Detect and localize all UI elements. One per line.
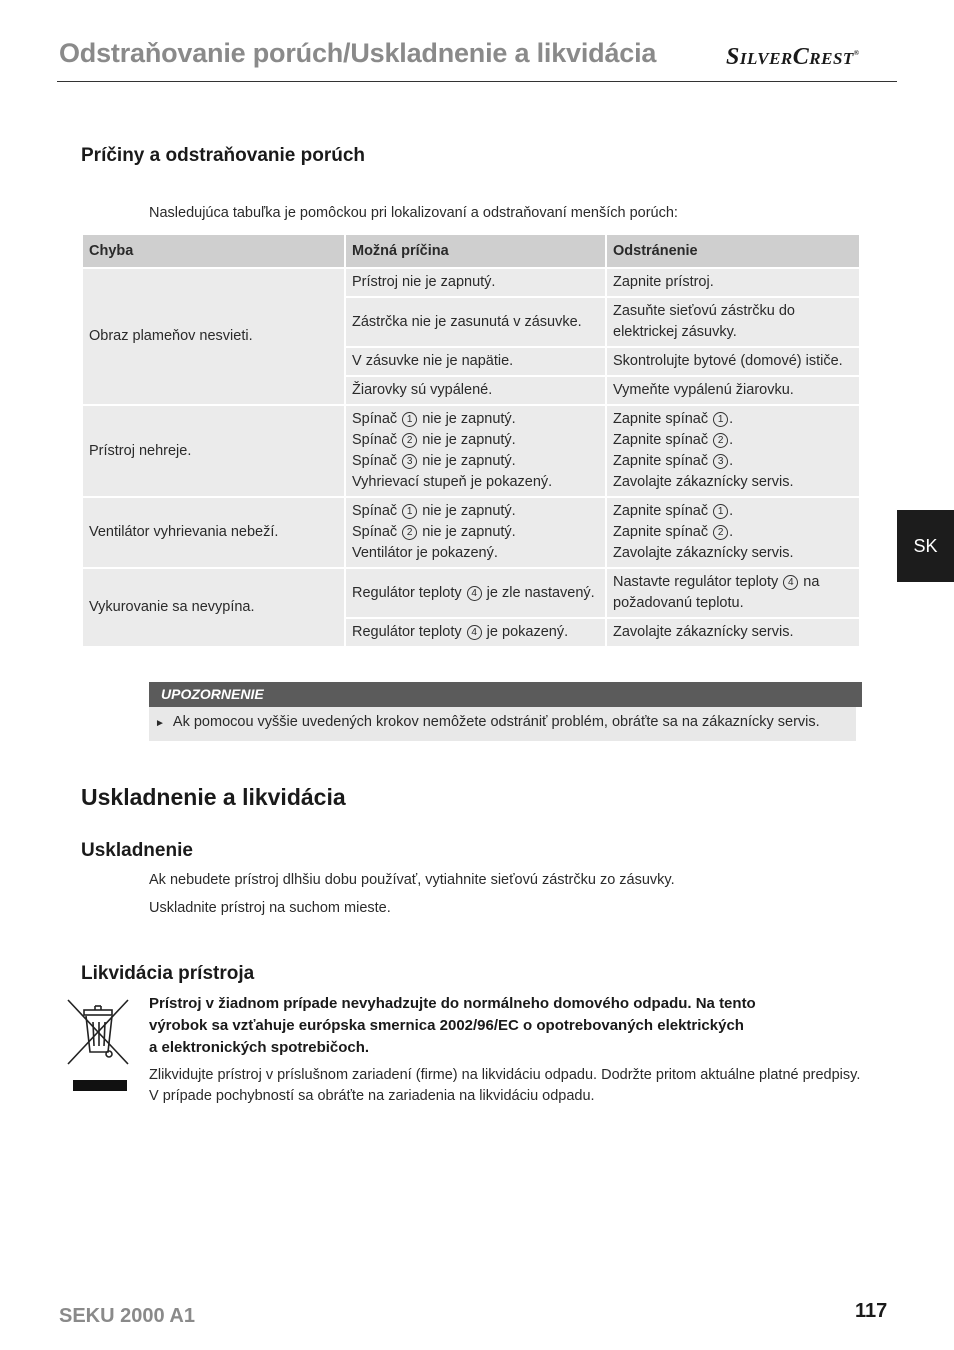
cause-cell-line: Vyhrievací stupeň je pokazený.: [352, 474, 553, 490]
cause-cell-line: Spínač 3 nie je zapnutý.: [352, 453, 516, 469]
table-header-row: [82, 234, 860, 268]
page-number: 117: [855, 1300, 888, 1322]
circled-number-icon: 2: [402, 525, 417, 540]
troubleshooting-heading: Príčiny a odstraňovanie porúch: [81, 145, 366, 166]
column-header-remedy: Odstránenie: [606, 234, 860, 268]
remedy-cell: [606, 347, 860, 376]
cause-cell-line: Regulátor teploty 4 je pokazený.: [352, 624, 569, 640]
remedy-cell-line: Zapnite spínač 1 .: [613, 411, 734, 427]
brand-logo: SILVERCREST®: [726, 44, 860, 70]
remedy-cell-line: Nastavte regulátor teploty 4 na: [613, 574, 820, 590]
crossed-out-wheelie-bin-icon: [64, 996, 134, 1094]
remedy-cell-line: Zavolajte zákaznícky servis.: [613, 624, 794, 640]
remedy-cell: [606, 618, 860, 647]
remedy-cell-line: Zavolajte zákaznícky servis.: [613, 474, 794, 490]
circled-number-icon: 3: [402, 454, 417, 469]
warning-box: [149, 707, 856, 741]
cause-cell: [345, 297, 606, 347]
bullet-arrow-icon: ►: [155, 718, 165, 729]
remedy-cell-line: elektrickej zásuvky.: [613, 324, 737, 340]
cause-cell: [345, 347, 606, 376]
table-row: [82, 497, 860, 568]
troubleshooting-table: [81, 233, 861, 648]
cause-cell-line: Žiarovky sú vypálené.: [352, 382, 493, 398]
cause-cell-line: Zástrčka nie je zasunutá v zásuvke.: [352, 313, 582, 330]
disposal-instructions: [149, 1065, 874, 1107]
column-header-cause: Možná príčina: [345, 234, 606, 268]
circled-number-icon: 4: [467, 586, 482, 601]
remedy-cell: [606, 497, 860, 568]
disposal-bold-line-2: výrobok sa vzťahuje európska smernica 2002/96/EC o opotrebovaných elektrických: [149, 1017, 744, 1034]
troubleshooting-intro: Nasledujúca tabuľka je pomôckou pri lokalizovaní a odstraňovaní menších porúch:: [149, 205, 678, 221]
disposal-line-1: Zlikvidujte prístroj v príslušnom zariadení (firme) na likvidáciu odpadu. Dodržte pritom aktuálne platné predpisy.: [149, 1067, 861, 1083]
table-row: [82, 268, 860, 297]
circled-number-icon: 2: [402, 433, 417, 448]
cause-cell-line: Spínač 2 nie je zapnutý.: [352, 432, 516, 448]
cause-cell-line: Spínač 1 nie je zapnutý.: [352, 503, 516, 519]
remedy-cell-line: Zapnite spínač 2 .: [613, 524, 734, 540]
cause-cell: [345, 268, 606, 297]
cause-cell: [345, 497, 606, 568]
storage-heading: Uskladnenie: [81, 840, 193, 861]
table-row: [82, 568, 860, 618]
cause-cell-line: Spínač 2 nie je zapnutý.: [352, 524, 516, 540]
remedy-cell: [606, 268, 860, 297]
fault-cell: Ventilátor vyhrievania nebeží.: [82, 497, 345, 568]
remedy-cell: [606, 376, 860, 405]
remedy-cell-line: Vymeňte vypálenú žiarovku.: [613, 382, 794, 398]
cause-cell: [345, 618, 606, 647]
remedy-cell-line: Zapnite prístroj.: [613, 274, 714, 290]
remedy-cell-line: Zapnite spínač 1 .: [613, 503, 734, 519]
cause-cell-line: Regulátor teploty 4 je zle nastavený.: [352, 584, 595, 601]
cause-cell-line: V zásuvke nie je napätie.: [352, 353, 514, 369]
cause-cell-line: Prístroj nie je zapnutý.: [352, 274, 496, 290]
circled-number-icon: 4: [783, 575, 798, 590]
header-divider: [57, 81, 897, 82]
fault-cell: Obraz plameňov nesvieti.: [82, 268, 345, 405]
circled-number-icon: 1: [713, 412, 728, 427]
remedy-cell-line: Zasuňte sieťovú zástrčku do: [613, 303, 795, 319]
circled-number-icon: 4: [467, 625, 482, 640]
storage-line-1: Ak nebudete prístroj dlhšiu dobu používať, vytiahnite sieťovú zástrčku zo zásuvky.: [149, 872, 675, 888]
disposal-heading: Likvidácia prístroja: [81, 963, 255, 984]
remedy-cell-line: Zavolajte zákaznícky servis.: [613, 545, 794, 561]
language-tab: SK: [897, 510, 954, 582]
circled-number-icon: 1: [402, 504, 417, 519]
remedy-cell-line: Zapnite spínač 2 .: [613, 432, 734, 448]
circled-number-icon: 1: [402, 412, 417, 427]
circled-number-icon: 2: [713, 525, 728, 540]
table-row: [82, 405, 860, 497]
warning-title: UPOZORNENIE: [149, 682, 862, 707]
cause-cell-line: Spínač 1 nie je zapnutý.: [352, 411, 516, 427]
cause-cell: [345, 405, 606, 497]
remedy-cell-line: požadovanú teplotu.: [613, 595, 744, 611]
page-header-title: Odstraňovanie porúch/Uskladnenie a likvidácia: [59, 38, 657, 68]
circled-number-icon: 1: [713, 504, 728, 519]
column-header-fault: Chyba: [82, 234, 345, 268]
remedy-cell: [606, 297, 860, 347]
cause-cell-line: Ventilátor je pokazený.: [352, 545, 498, 561]
remedy-cell-line: Zapnite spínač 3 .: [613, 453, 734, 469]
disposal-line-2: V prípade pochybností sa obráťte na zariadenia na likvidáciu odpadu.: [149, 1088, 595, 1104]
circled-number-icon: 2: [713, 433, 728, 448]
disposal-bold-line-1: Prístroj v žiadnom prípade nevyhadzujte do normálneho domového odpadu. Na tento: [149, 995, 756, 1012]
footer-model: SEKU 2000 A1: [59, 1305, 195, 1327]
disposal-bold-line-3: a elektronických spotrebičoch.: [149, 1039, 370, 1056]
cause-cell: [345, 376, 606, 405]
remedy-cell-line: Skontrolujte bytové (domové) ističe.: [613, 353, 843, 369]
storage-line-2: Uskladnite prístroj na suchom mieste.: [149, 900, 391, 916]
remedy-cell: [606, 405, 860, 497]
cause-cell: [345, 568, 606, 618]
fault-cell: Prístroj nehreje.: [82, 405, 345, 497]
storage-disposal-heading: Uskladnenie a likvidácia: [81, 784, 346, 810]
warning-text: Ak pomocou vyššie uvedených krokov nemôžete odstrániť problém, obráťte sa na zákaznícky servis.: [172, 714, 820, 730]
fault-cell: Vykurovanie sa nevypína.: [82, 568, 345, 647]
disposal-warning: [149, 993, 874, 1059]
table-body: [82, 268, 860, 647]
circled-number-icon: 3: [713, 454, 728, 469]
remedy-cell: [606, 568, 860, 618]
